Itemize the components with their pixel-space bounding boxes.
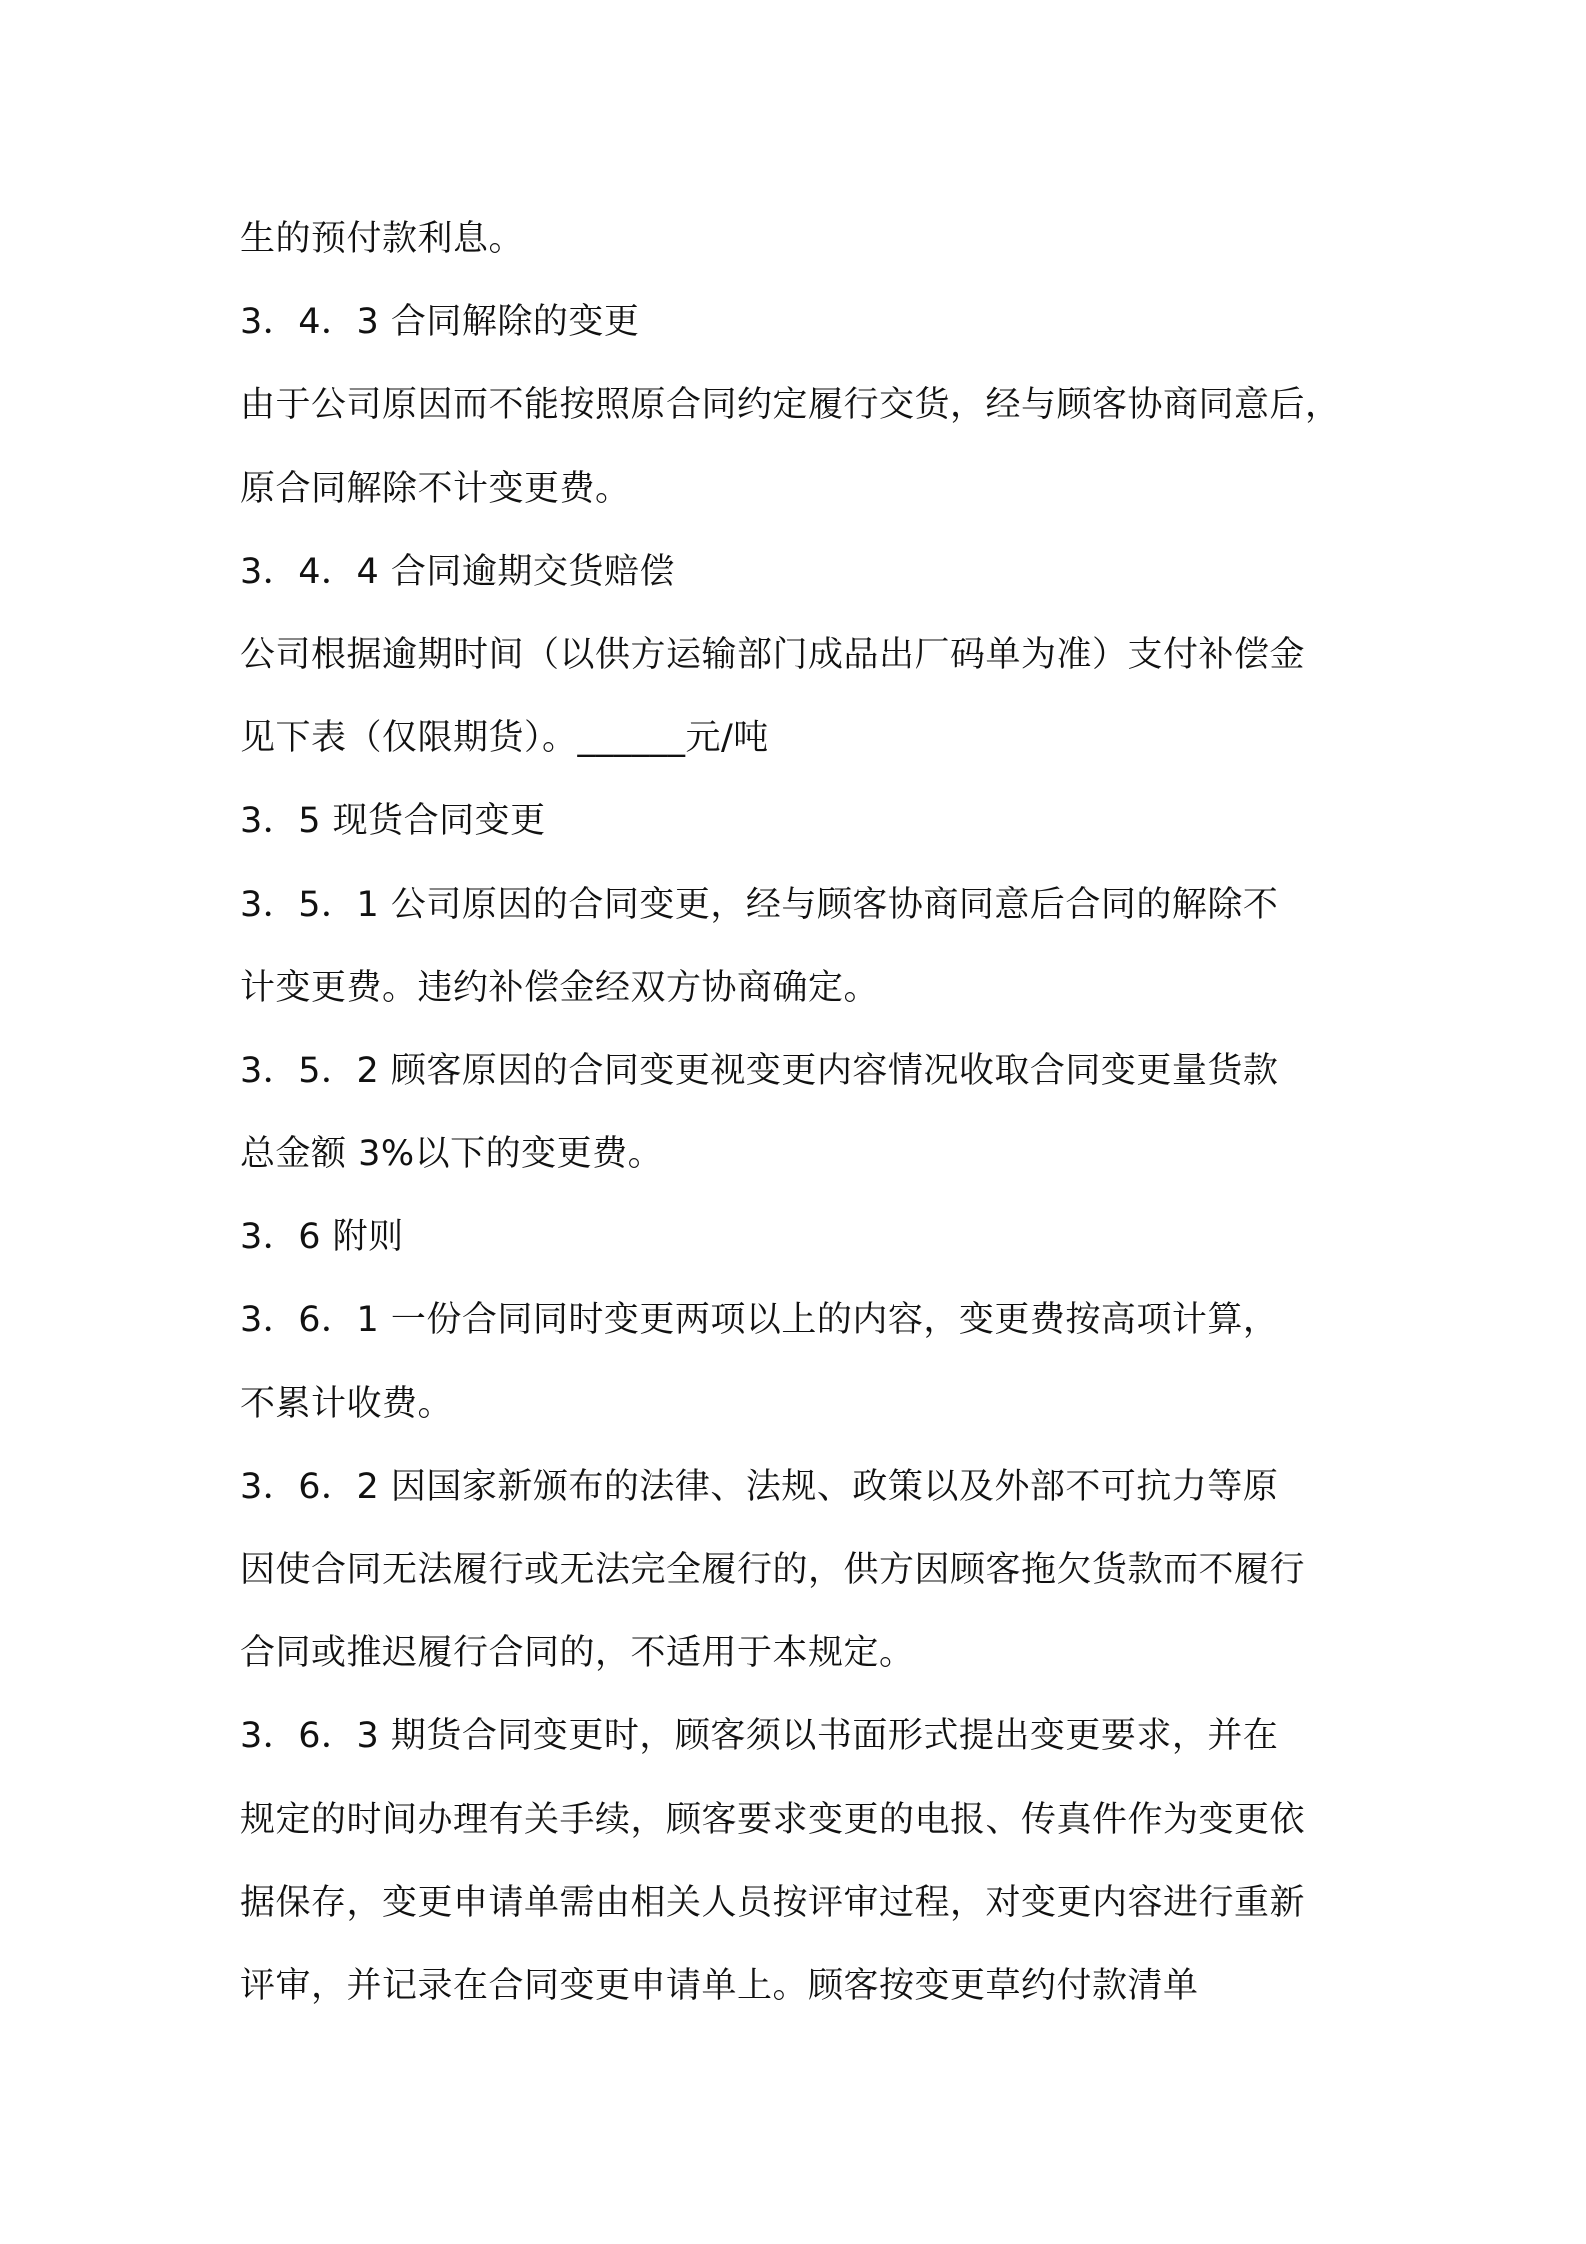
section-heading-3-4-3: 3．4．3 合同解除的变更 xyxy=(240,302,640,343)
clause-3-5-1: 3．5．1 公司原因的合同变更，经与顾客协商同意后合同的解除不 xyxy=(240,884,1279,925)
section-heading-3-4-4: 3．4．4 合同逾期交货赔偿 xyxy=(240,551,675,592)
text-line: 计变更费。违约补偿金经双方协商确定。 xyxy=(240,967,880,1008)
text-line-with-blank: 见下表（仅限期货）。______元/吨 xyxy=(240,718,769,759)
text-line: 原合同解除不计变更费。 xyxy=(240,468,631,509)
text-line: 据保存，变更申请单需由相关人员按评审过程，对变更内容进行重新 xyxy=(240,1882,1306,1923)
text-line: 公司根据逾期时间（以供方运输部门成品出厂码单为准）支付补偿金 xyxy=(240,634,1306,675)
section-heading-3-6: 3．6 附则 xyxy=(240,1217,404,1258)
text-line: 不累计收费。 xyxy=(240,1383,454,1424)
document-body xyxy=(240,198,1390,2028)
clause-3-5-2: 3．5．2 顾客原因的合同变更视变更内容情况收取合同变更量货款 xyxy=(240,1050,1279,1091)
text-line: 规定的时间办理有关手续，顾客要求变更的电报、传真件作为变更依 xyxy=(240,1799,1306,1840)
text-line: 由于公司原因而不能按照原合同约定履行交货，经与顾客协商同意后， xyxy=(240,385,1341,426)
text-line: 生的预付款利息。 xyxy=(240,219,525,259)
text-line: 总金额 3%以下的变更费。 xyxy=(240,1134,664,1175)
section-heading-3-5: 3．5 现货合同变更 xyxy=(240,801,546,842)
text-line: 合同或推迟履行合同的，不适用于本规定。 xyxy=(240,1633,915,1674)
clause-3-6-3: 3．6．3 期货合同变更时，顾客须以书面形式提出变更要求，并在 xyxy=(240,1716,1279,1757)
clause-3-6-1: 3．6．1 一份合同同时变更两项以上的内容，变更费按高项计算， xyxy=(240,1300,1279,1341)
text-line: 因使合同无法履行或无法完全履行的，供方因顾客拖欠货款而不履行 xyxy=(240,1550,1306,1590)
text-line: 评审，并记录在合同变更申请单上。顾客按变更草约付款清单 xyxy=(240,1965,1199,2006)
clause-3-6-2: 3．6．2 因国家新颁布的法律、法规、政策以及外部不可抗力等原 xyxy=(240,1466,1279,1507)
